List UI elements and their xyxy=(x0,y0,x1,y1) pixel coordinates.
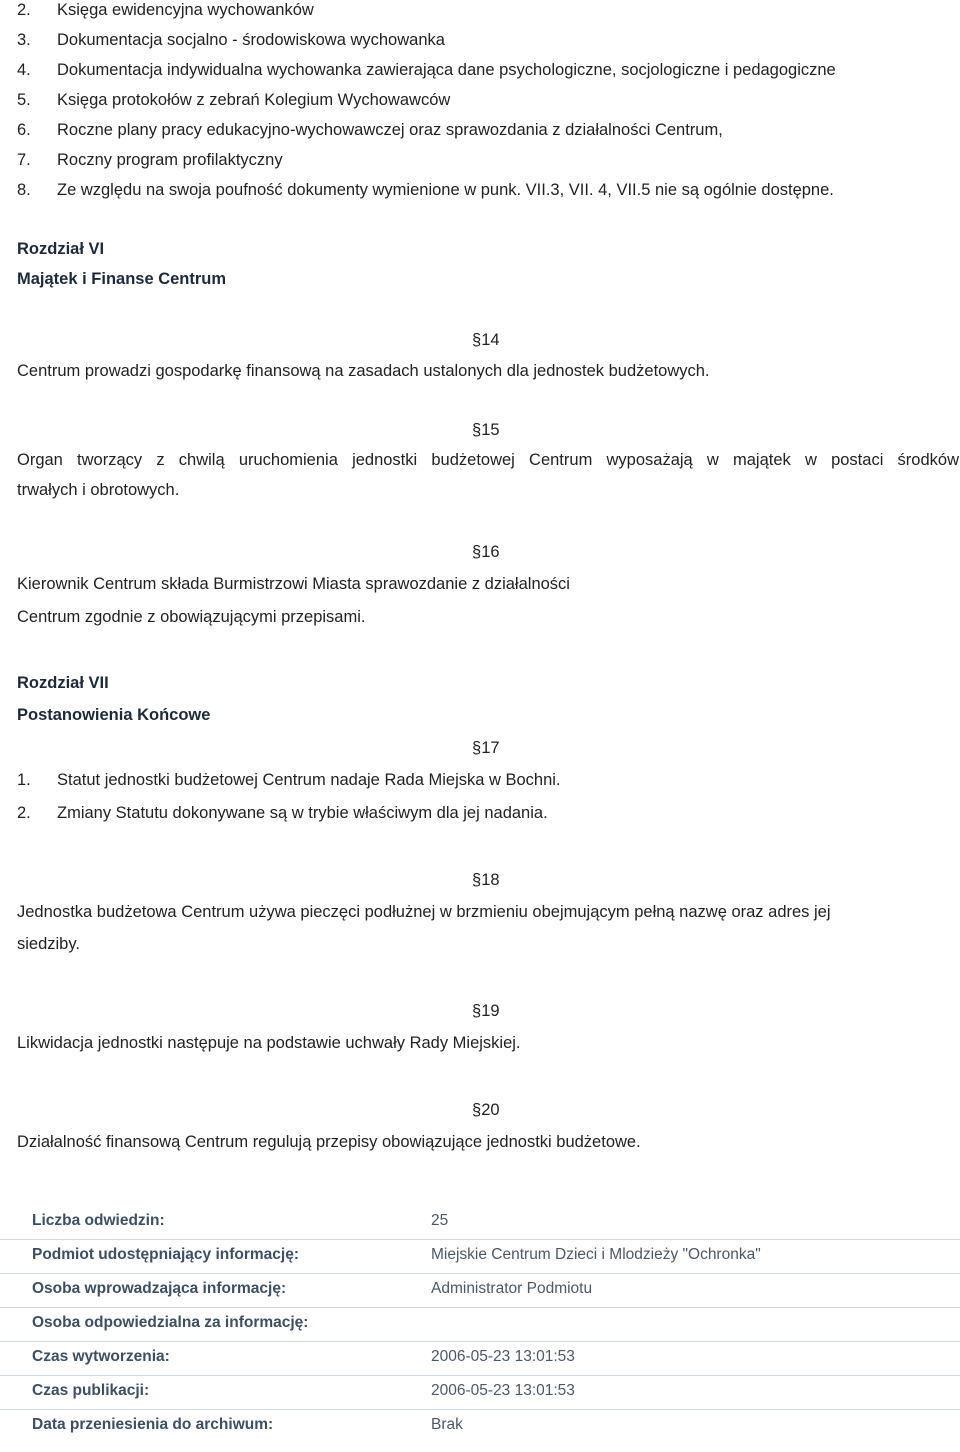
list-item-number: 2. xyxy=(17,1,31,19)
metadata-value: Administrator Podmiotu xyxy=(431,1280,593,1297)
paragraph-number: 17 xyxy=(481,739,500,757)
metadata-label: Osoba wprowadzająca informację: xyxy=(32,1280,287,1297)
list-item xyxy=(17,31,445,50)
section-sign: § xyxy=(472,871,482,889)
list-item xyxy=(17,771,561,790)
metadata-label: Czas wytworzenia: xyxy=(32,1348,170,1365)
list-item-number: 5. xyxy=(17,91,31,109)
list-item-text: Roczne plany pracy edukacyjno-wychowawczej oraz sprawozdania z działalności Centrum, xyxy=(57,121,723,139)
list-item-number: 3. xyxy=(17,31,31,49)
list-item-text: Ze względu na swoja poufność dokumenty wymienione w punk. VII.3, VII. 4, VII.5 nie są ogólnie dostępne. xyxy=(57,181,834,199)
paragraph-text-line: Organ tworzący z chwilą uruchomienia jednostki budżetowej Centrum wyposażają w majątek w postaci środków xyxy=(17,451,959,469)
list-item-text: Księga protokołów z zebrań Kolegium Wychowawców xyxy=(57,91,451,109)
list-item-text: Dokumentacja indywidualna wychowanka zawierająca dane psychologiczne, socjologiczne i pedagogiczne xyxy=(57,61,836,79)
metadata-value: 2006-05-23 13:01:53 xyxy=(431,1348,575,1365)
list-item xyxy=(17,61,836,80)
paragraph-text-line: Kierownik Centrum składa Burmistrzowi Miasta sprawozdanie z działalności xyxy=(17,575,570,593)
list-item-text: Zmiany Statutu dokonywane są w trybie właściwym dla jej nadania. xyxy=(57,804,548,822)
paragraph-number: 15 xyxy=(481,421,500,439)
list-item-number: 6. xyxy=(17,121,31,139)
section-sign: § xyxy=(472,421,482,439)
list-item-number: 8. xyxy=(17,181,31,199)
metadata-row xyxy=(0,1239,960,1274)
paragraph-heading xyxy=(472,871,500,890)
list-item-number: 4. xyxy=(17,61,31,79)
metadata-label: Liczba odwiedzin: xyxy=(32,1212,165,1229)
section-sign: § xyxy=(472,1002,482,1020)
paragraph-heading xyxy=(472,1002,500,1021)
list-item-number: 2. xyxy=(17,804,31,822)
list-item xyxy=(17,121,723,140)
paragraph-text-line: siedziby. xyxy=(17,935,80,953)
paragraph-number: 16 xyxy=(481,543,500,561)
chapter-title: Rozdział VII xyxy=(17,674,109,692)
metadata-row xyxy=(0,1341,960,1376)
list-item-text: Statut jednostki budżetowej Centrum nadaje Rada Miejska w Bochni. xyxy=(57,771,561,789)
chapter-subtitle: Majątek i Finanse Centrum xyxy=(17,270,227,288)
list-item xyxy=(17,804,548,823)
list-item xyxy=(17,181,834,200)
metadata-row xyxy=(0,1409,960,1443)
paragraph-text: Centrum prowadzi gospodarkę finansową na zasadach ustalonych dla jednostek budżetowych. xyxy=(17,362,710,380)
paragraph-heading xyxy=(472,1101,500,1120)
metadata-label: Czas publikacji: xyxy=(32,1382,150,1399)
metadata-value: 25 xyxy=(431,1212,449,1229)
section-sign: § xyxy=(472,331,482,349)
metadata-label: Podmiot udostępniający informację: xyxy=(32,1246,299,1263)
paragraph-heading xyxy=(472,331,500,350)
metadata-row xyxy=(0,1205,960,1240)
list-item xyxy=(17,91,450,110)
paragraph-text: Działalność finansową Centrum regulują przepisy obowiązujące jednostki budżetowe. xyxy=(17,1133,641,1151)
metadata-label: Osoba odpowiedzialna za informację: xyxy=(32,1314,309,1331)
list-item-number: 1. xyxy=(17,771,31,789)
metadata-value: 2006-05-23 13:01:53 xyxy=(431,1382,575,1399)
paragraph-text-line: Jednostka budżetowa Centrum używa pieczęci podłużnej w brzmieniu obejmującym pełną nazwę oraz adres jej xyxy=(17,903,831,921)
chapter-title: Rozdział VI xyxy=(17,240,105,258)
paragraph-number: 14 xyxy=(481,331,500,349)
metadata-value: Brak xyxy=(431,1416,463,1433)
list-item-text: Roczny program profilaktyczny xyxy=(57,151,283,169)
paragraph-number: 19 xyxy=(481,1002,500,1020)
section-sign: § xyxy=(472,739,482,757)
list-item-text: Dokumentacja socjalno - środowiskowa wychowanka xyxy=(57,31,445,49)
paragraph-text-line: trwałych i obrotowych. xyxy=(17,481,180,499)
metadata-row xyxy=(0,1375,960,1410)
metadata-row xyxy=(0,1307,960,1342)
metadata-label: Data przeniesienia do archiwum: xyxy=(32,1416,274,1433)
list-item xyxy=(17,151,283,170)
paragraph-number: 18 xyxy=(481,871,500,889)
paragraph-text: Likwidacja jednostki następuje na podstawie uchwały Rady Miejskiej. xyxy=(17,1034,521,1052)
paragraph-text-line: Centrum zgodnie z obowiązującymi przepisami. xyxy=(17,608,366,626)
paragraph-heading xyxy=(472,421,500,440)
section-sign: § xyxy=(472,1101,482,1119)
metadata-value: Miejskie Centrum Dzieci i Mlodzieży "Ochronka" xyxy=(431,1246,761,1263)
chapter-subtitle: Postanowienia Końcowe xyxy=(17,706,211,724)
paragraph-heading xyxy=(472,739,500,758)
section-sign: § xyxy=(472,543,482,561)
paragraph-heading xyxy=(472,543,500,562)
metadata-row xyxy=(0,1273,960,1308)
list-item-number: 7. xyxy=(17,151,31,169)
list-item-text: Księga ewidencyjna wychowanków xyxy=(57,1,314,19)
list-item xyxy=(17,1,314,20)
paragraph-number: 20 xyxy=(481,1101,500,1119)
